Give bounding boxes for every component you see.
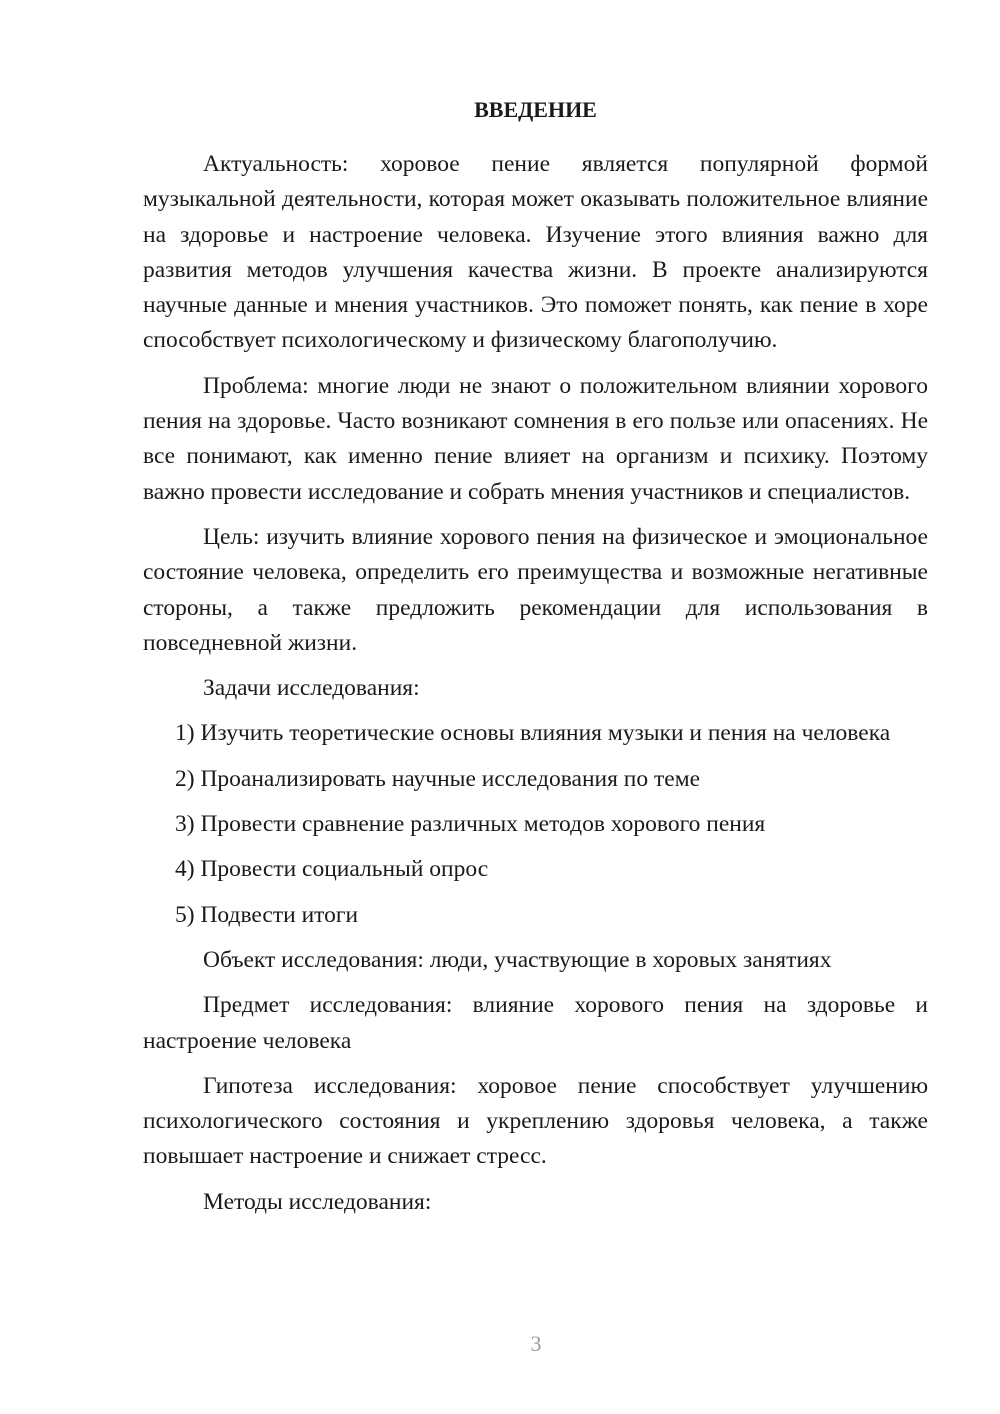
relevance-paragraph: Актуальность: хоровое пение является популярной формой музыкальной деятельности, которая может оказывать положительное влияние на здоровье и настроение человека. Изучение этого влияния важно для развития методов улучшения качества жизни. В проекте анализируются научные данные и мнения участников. Это поможет понять, как пение в хоре способствует психологическому и физическому благополучию. [143, 151, 928, 354]
task-item: 5) Подвести итоги [175, 901, 359, 928]
task-item: 3) Провести сравнение различных методов хорового пения [175, 811, 766, 838]
task-item: 1) Изучить теоретические основы влияния музыки и пения на человека [175, 720, 891, 747]
task-item: 2) Проанализировать научные исследования по теме [175, 765, 700, 792]
methods-heading: Методы исследования: [203, 1188, 432, 1215]
goal-paragraph: Цель: изучить влияние хорового пения на физическое и эмоциональное состояние человека, определить его преимущества и возможные негативные стороны, а также предложить рекомендации для использования в повседневной жизни. [143, 523, 928, 656]
hypothesis-paragraph: Гипотеза исследования: хоровое пение способствует улучшению психологического состояния и укреплению здоровья человека, а также повышает настроение и снижает стресс. [143, 1072, 928, 1170]
page-content [143, 92, 928, 1230]
page-number: 3 [530, 1331, 542, 1356]
problem-paragraph: Проблема: многие люди не знают о положительном влиянии хорового пения на здоровье. Часто возникают сомнения в его пользе или опасениях. Не все понимают, как именно пение влияет на организм и психику. Поэтому важно провести исследование и собрать мнения участников и специалистов. [143, 372, 928, 505]
page-title: ВВЕДЕНИЕ [474, 97, 597, 122]
tasks-heading: Задачи исследования: [203, 675, 420, 702]
subject-paragraph: Предмет исследования: влияние хорового пения на здоровье и настроение человека [143, 992, 928, 1054]
object-paragraph: Объект исследования: люди, участвующие в хоровых занятиях [203, 946, 832, 973]
task-item: 4) Провести социальный опрос [175, 856, 489, 883]
